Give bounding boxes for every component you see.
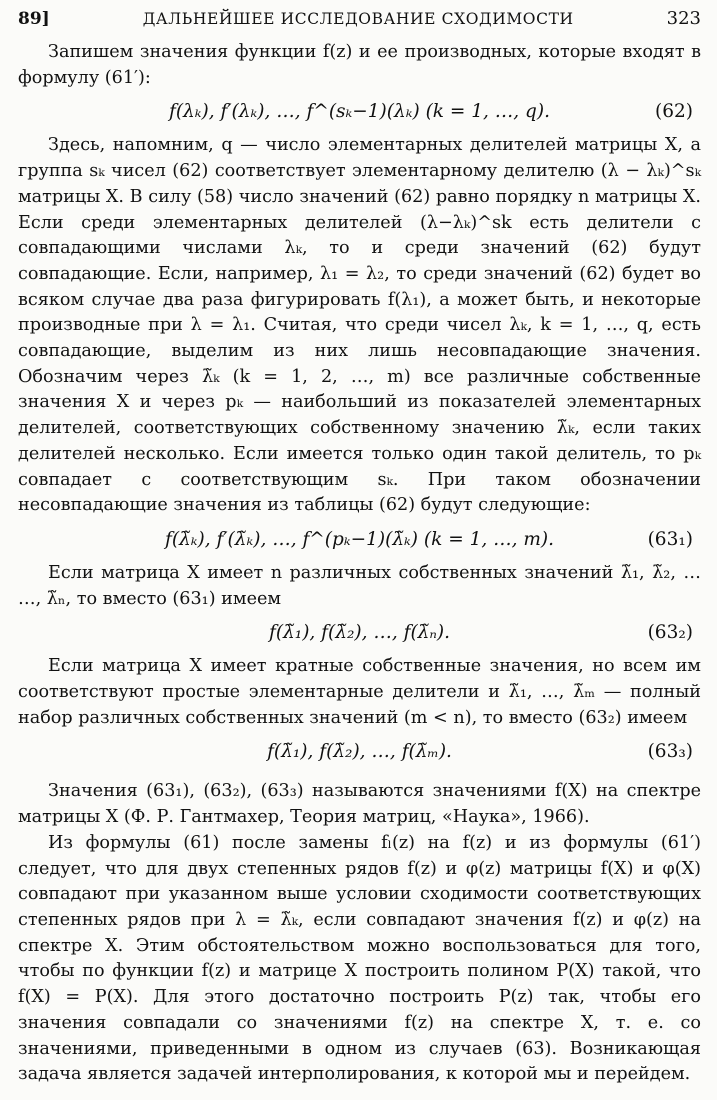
equation-63-2-label: (63₂) xyxy=(647,622,693,644)
equation-62 xyxy=(18,91,701,133)
equation-63-1 xyxy=(18,519,701,561)
paragraph-1: Запишем значения функции f(z) и ее производных, которые входят в формулу (61′): xyxy=(18,42,701,88)
paragraph-4: Если матрица X имеет кратные собственные значения, но всем им соответствуют простые элементарные делители и λ̃₁, …, λ̃ₘ — полный набор различных собственных значений (m < n), то вместо (63₂) имеем xyxy=(18,656,701,728)
equation-63-2 xyxy=(18,612,701,654)
equation-63-1-label: (63₁) xyxy=(647,528,693,550)
paragraph-2: Здесь, напомним, q — число элементарных делителей матрицы X, а группа sₖ чисел (62) соответствует элементарному делителю (λ − λₖ)^sₖ матрицы X. В силу (58) число значений (62) равно порядку n матрицы X. Если среди элементарных делителей (λ−λₖ)^sk есть делители с совпадающими числами λₖ, то и среди значений (62) будут совпадающие. Если, например, λ₁ = λ₂, то среди значений (62) будет во всяком случае два раза фигурировать f(λ₁), а может быть, и некоторые производные при λ = λ₁. Считая, что среди чисел λₖ, k = 1, …, q, есть совпадающие, выделим из них лишь несовпадающие значения. Обозначим через λ̃ₖ (k = 1, 2, …, m) все различные собственные значения X и через pₖ — наибольший из показателей элементарных делителей, соответствующих собственному значению λ̃ₖ, если таких делителей несколько. Если имеется только один такой делитель, то pₖ совпадает с соответствующим sₖ. При таком обозначении несовпадающие значения из таблицы (62) будут следующие: xyxy=(18,135,701,516)
paragraph-5: Значения (63₁), (63₂), (63₃) называются значениями f(X) на спектре матрицы X (Ф. Р. Гантмахер, Теория матриц, «Наука», 1966). xyxy=(18,781,701,828)
equation-63-3 xyxy=(18,731,701,773)
page-number: 323 xyxy=(666,8,701,29)
equation-63-2-formula: f(λ̃₁), f(λ̃₂), …, f(λ̃ₙ). xyxy=(268,622,451,644)
running-header xyxy=(18,6,701,40)
running-title: ДАЛЬНЕЙШЕЕ ИССЛЕДОВАНИЕ СХОДИМОСТИ xyxy=(142,10,574,28)
equation-62-formula: f(λₖ), f′(λₖ), …, f^(sₖ−1)(λₖ) (k = 1, …, q). xyxy=(168,101,550,123)
section-number: 89] xyxy=(18,9,50,29)
paragraph-3: Если матрица X имеет n различных собственных значений λ̃₁, λ̃₂, … …, λ̃ₙ, то вместо (63₁) имеем xyxy=(18,562,701,609)
equation-63-3-label: (63₃) xyxy=(647,741,693,763)
equation-63-1-formula: f(λ̃ₖ), f′(λ̃ₖ), …, f^(pₖ−1)(λ̃ₖ) (k = 1, …, m). xyxy=(164,528,555,550)
equation-63-3-formula: f(λ̃₁), f(λ̃₂), …, f(λ̃ₘ). xyxy=(267,741,452,763)
paragraph-6: Из формулы (61) после замены fₗ(z) на f(z) и из формулы (61′) следует, что для двух степенных рядов f(z) и φ(z) матрицы f(X) и φ(X) совпадают при указанном выше условии сходимости соответствующих степенных рядов при λ = λ̃ₖ, если совпадают значения f(z) и φ(z) на спектре X. Этим обстоятельством можно воспользоваться для того, чтобы по функции f(z) и матрице X построить полином P(X) такой, что f(X) = P(X). Для этого достаточно построить P(z) так, чтобы его значения совпадали со значениями f(z) на спектре X, т. е. со значениями, приведенными в одном из случаев (63). Возникающая задача является задачей интерполирования, к которой мы и перейдем. xyxy=(18,832,701,1085)
equation-62-label: (62) xyxy=(655,101,693,123)
